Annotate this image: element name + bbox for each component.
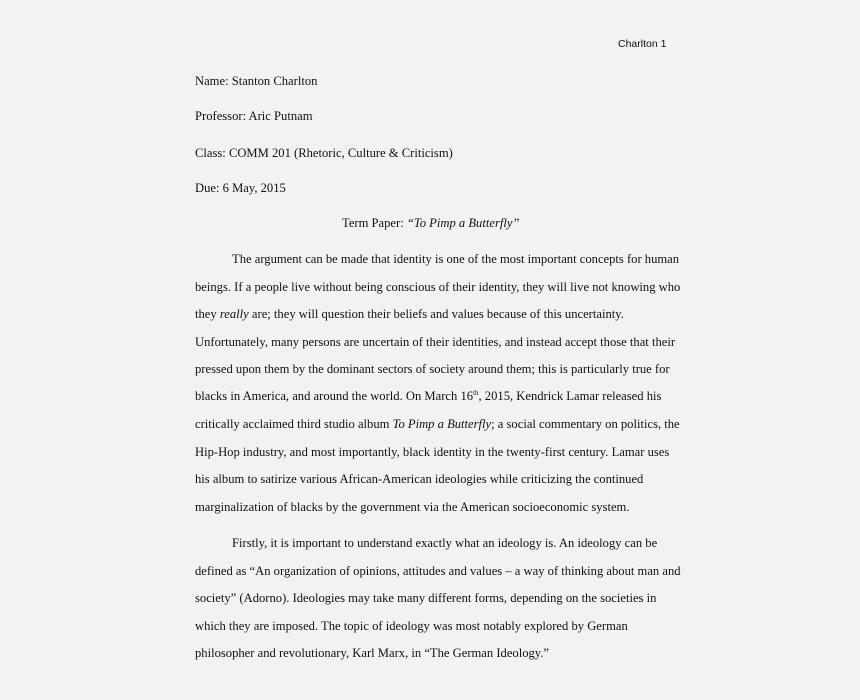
p1-line-8: Hip-Hop industry, and most importantly, black identity in the twenty-first century. Lamar uses xyxy=(195,445,670,459)
paper-title xyxy=(342,216,519,231)
p2-line-5: philosopher and revolutionary, Karl Marx, in “The German Ideology.” xyxy=(195,646,550,660)
p1-line-4: Unfortunately, many persons are uncertain of their identities, and instead accept those that their xyxy=(195,335,676,349)
title-quote-open: “ xyxy=(406,216,414,230)
p1-line-2: beings. If a people live without being conscious of their identity, they will live not knowing who xyxy=(195,280,681,294)
p1-line-3 xyxy=(195,307,624,322)
p1-line-7-italic: To Pimp a Butterfly xyxy=(392,417,492,431)
p2-line-1: Firstly, it is important to understand exactly what an ideology is. An ideology can be xyxy=(232,536,658,550)
p1-line-7 xyxy=(195,417,680,432)
professor-name: Professor: Aric Putnam xyxy=(195,109,313,123)
p1-line-6 xyxy=(195,389,661,404)
p1-line-5: pressed upon them by the dominant sectors of society around them; this is particularly true for xyxy=(195,362,670,376)
title-italic: To Pimp a Butterfly xyxy=(413,216,513,230)
p1-line-3-a: they xyxy=(195,307,220,321)
student-name: Name: Stanton Charlton xyxy=(195,74,318,88)
class-info: Class: COMM 201 (Rhetoric, Culture & Criticism) xyxy=(195,146,453,160)
p1-line-6-b: , 2015, Kendrick Lamar released his xyxy=(478,389,662,403)
p2-line-2: defined as “An organization of opinions, attitudes and values – a way of thinking about man and xyxy=(195,564,681,578)
p1-line-10: marginalization of blacks by the government via the American socioeconomic system. xyxy=(195,500,630,514)
p1-line-7-a: critically acclaimed third studio album xyxy=(195,417,393,431)
p2-line-4: which they are imposed. The topic of ideology was most notably explored by German xyxy=(195,619,628,633)
p1-line-1: The argument can be made that identity is one of the most important concepts for human xyxy=(232,252,680,266)
running-head: Charlton 1 xyxy=(618,38,667,50)
p1-line-6-a: blacks in America, and around the world. On March 16 xyxy=(195,389,474,403)
p1-line-3-b: are; they will question their beliefs and values because of this uncertainty. xyxy=(248,307,624,321)
due-date: Due: 6 May, 2015 xyxy=(195,181,286,195)
p2-line-3: society” (Adorno). Ideologies may take many different forms, depending on the societies in xyxy=(195,591,657,605)
p1-line-6-sup: th xyxy=(473,388,479,397)
p1-line-9: his album to satirize various African-American ideologies while criticizing the continued xyxy=(195,472,644,486)
title-quote-close: ” xyxy=(512,216,520,230)
title-prefix: Term Paper: xyxy=(342,216,407,230)
p1-line-7-b: ; a social commentary on politics, the xyxy=(491,417,680,431)
p1-line-3-italic: really xyxy=(219,307,249,321)
